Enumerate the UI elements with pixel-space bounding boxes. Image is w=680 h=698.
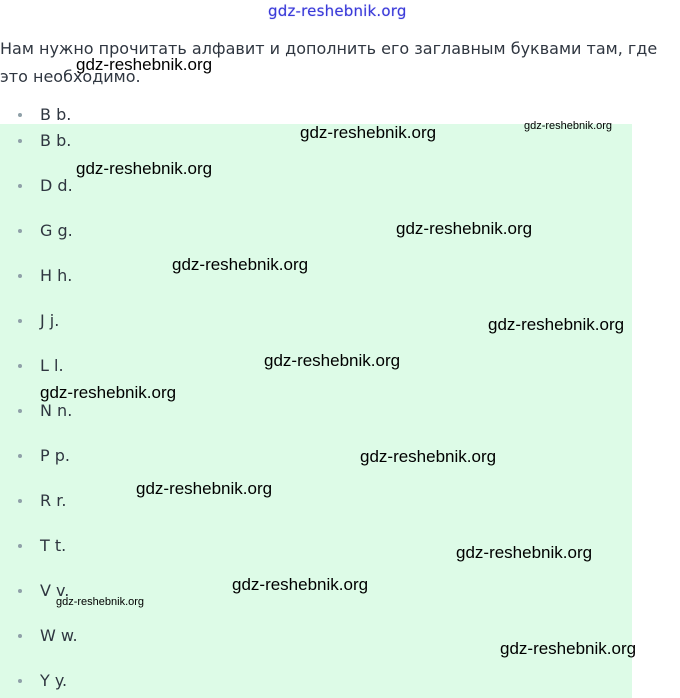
watermark: gdz-reshebnik.org <box>524 120 613 132</box>
watermark: gdz-reshebnik.org <box>396 219 533 238</box>
bullet-icon <box>18 499 22 503</box>
watermark: gdz-reshebnik.org <box>172 255 309 274</box>
watermark: gdz-reshebnik.org <box>76 55 213 74</box>
watermark: gdz-reshebnik.org <box>232 575 369 594</box>
bullet-icon <box>18 229 22 233</box>
watermark: gdz-reshebnik.org <box>360 447 497 466</box>
watermark: gdz-reshebnik.org <box>40 383 177 402</box>
watermark: gdz-reshebnik.org <box>500 639 637 658</box>
watermark: gdz-reshebnik.org <box>76 159 213 178</box>
watermark: gdz-reshebnik.org <box>56 596 145 608</box>
bullet-icon <box>18 679 22 683</box>
bullet-icon <box>18 364 22 368</box>
bullet-icon <box>18 184 22 188</box>
bullet-icon <box>18 113 22 117</box>
site-header[interactable]: gdz-reshebnik.org <box>268 2 407 20</box>
answer-box <box>0 124 632 698</box>
bullet-icon <box>18 634 22 638</box>
bullet-icon <box>18 544 22 548</box>
bullet-icon <box>18 139 22 143</box>
watermark: gdz-reshebnik.org <box>488 315 625 334</box>
bullet-icon <box>18 454 22 458</box>
watermark: gdz-reshebnik.org <box>136 479 273 498</box>
watermark: gdz-reshebnik.org <box>456 543 593 562</box>
bullet-icon <box>18 409 22 413</box>
bullet-icon <box>18 589 22 593</box>
bullet-icon <box>18 319 22 323</box>
watermark: gdz-reshebnik.org <box>300 123 437 142</box>
intro-text: Нам нужно прочитать алфавит и дополнить его заглавным буквами там, где это необходимо. <box>0 39 658 86</box>
watermark: gdz-reshebnik.org <box>264 351 401 370</box>
bullet-icon <box>18 274 22 278</box>
